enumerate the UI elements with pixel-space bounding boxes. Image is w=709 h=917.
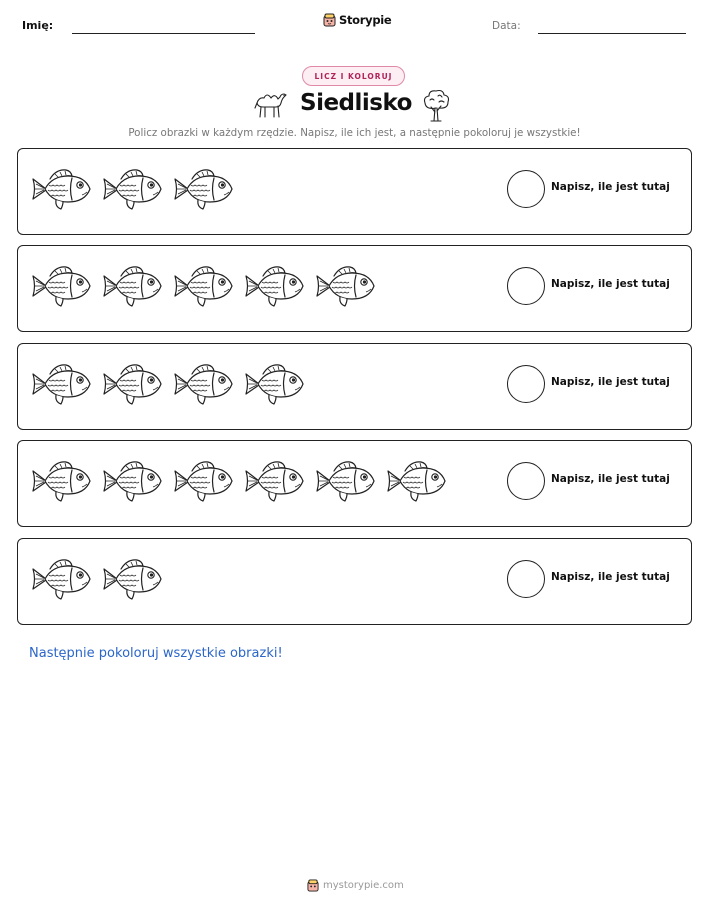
fish-icon[interactable] [30,166,92,212]
instructions: Policz obrazki w każdym rzędzie. Napisz, ile ich jest, a następnie pokoloruj je wszystkie! [128,127,581,139]
fish-icon[interactable] [172,458,234,504]
fish-icon[interactable] [243,263,305,309]
answer-circle[interactable] [507,170,545,208]
fish-icon[interactable] [243,361,305,407]
tree-icon [421,88,451,122]
fish-icon[interactable] [30,361,92,407]
fish-icon[interactable] [30,263,92,309]
fish-icon[interactable] [243,458,305,504]
fish-icon[interactable] [101,166,163,212]
counting-row [17,440,692,527]
fish-icon[interactable] [30,556,92,602]
counting-row [17,148,692,235]
fish-icon[interactable] [385,458,447,504]
storypie-mascot-icon [307,879,319,892]
name-label: Imię: [22,19,54,32]
fish-icon[interactable] [172,263,234,309]
counting-row [17,538,692,625]
fish-icon[interactable] [172,166,234,212]
footer-url: mystorypie.com [323,880,404,891]
fish-icon[interactable] [101,361,163,407]
fish-icon[interactable] [30,458,92,504]
date-write-line[interactable] [538,33,686,34]
counting-row [17,245,692,332]
fish-icon[interactable] [101,556,163,602]
answer-label: Napisz, ile jest tutaj [551,473,670,485]
footer-brand [307,879,404,892]
fish-icon[interactable] [101,263,163,309]
answer-label: Napisz, ile jest tutaj [551,181,670,193]
category-badge: LICZ I KOLORUJ [302,66,405,86]
brand-name: Storypie [339,13,392,27]
brand-logo [323,13,391,27]
footer-note: Następnie pokoloruj wszystkie obrazki! [29,646,283,661]
answer-label: Napisz, ile jest tutaj [551,571,670,583]
answer-circle[interactable] [507,462,545,500]
fish-icon[interactable] [314,458,376,504]
date-label: Data: [492,20,521,32]
fish-icon[interactable] [172,361,234,407]
answer-circle[interactable] [507,560,545,598]
name-write-line[interactable] [72,33,255,34]
answer-label: Napisz, ile jest tutaj [551,278,670,290]
answer-circle[interactable] [507,365,545,403]
answer-label: Napisz, ile jest tutaj [551,376,670,388]
counting-row [17,343,692,430]
page-title: Siedlisko [300,90,412,116]
fish-icon[interactable] [101,458,163,504]
storypie-mascot-icon [323,13,336,27]
camel-icon [253,89,289,119]
fish-icon[interactable] [314,263,376,309]
answer-circle[interactable] [507,267,545,305]
